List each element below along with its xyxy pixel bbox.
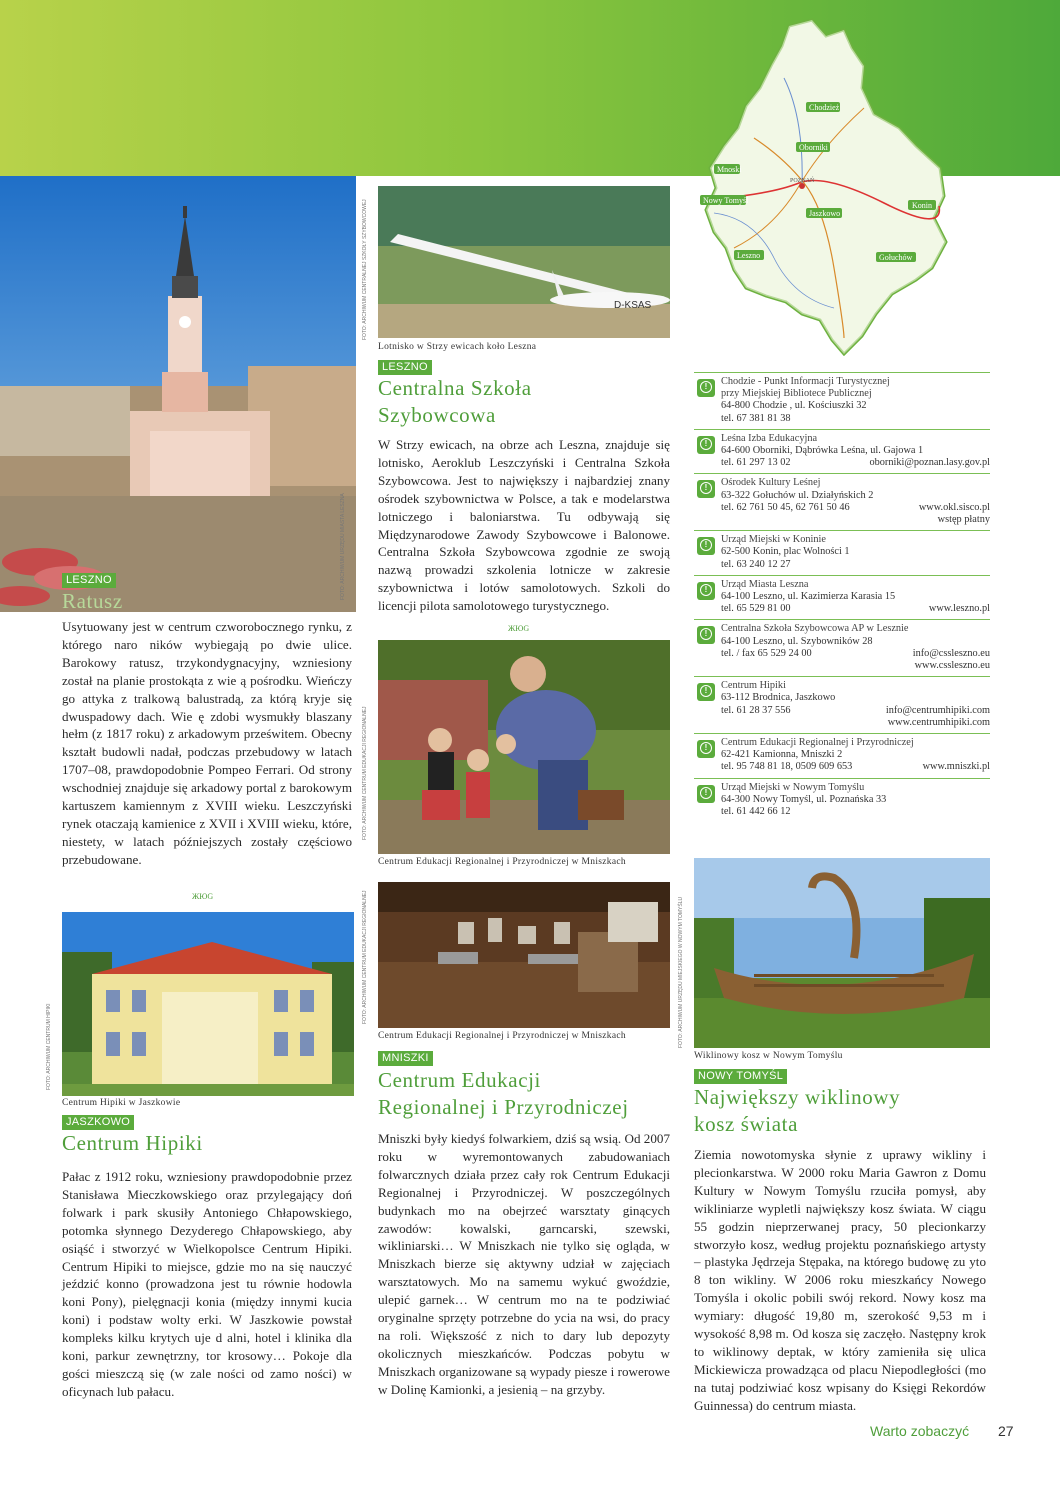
glider-photo-credit: FOTO: ARCHIWUM CENTRALNEJ SZKOŁY SZYBOWCOWEJ xyxy=(362,199,368,340)
contact-address: 63-322 Gołuchów ul. Działyńskich 2 xyxy=(721,489,874,501)
glider-title-line2: Szybowcowa xyxy=(378,403,496,427)
contact-line xyxy=(721,648,990,660)
contact-item xyxy=(694,575,990,620)
mniszki-workshop-credit: FOTO: ARCHIWUM CENTRUM EDUKACJI REGIONALNEJ xyxy=(362,890,368,1024)
map-label-konin: Konin xyxy=(912,201,932,210)
contact-website[interactable]: www.cssleszno.eu xyxy=(914,660,990,672)
contact-website[interactable]: www.okl.sisco.pl xyxy=(918,501,990,513)
region-map xyxy=(694,18,954,356)
contact-email[interactable]: info@centrumhipiki.com xyxy=(885,704,990,716)
contact-address: 62-421 Kamionna, Mniszki 2 xyxy=(721,749,843,761)
hipiki-tag: JASZKOWO xyxy=(62,1115,134,1130)
contact-website[interactable]: www.mniszki.pl xyxy=(922,761,990,773)
contact-phone: tel. 61 442 66 12 xyxy=(721,806,791,818)
contact-phone: tel. / fax 65 529 24 00 xyxy=(721,647,812,659)
hipiki-caption: Centrum Hipiki w Jaszkowie xyxy=(62,1098,181,1108)
contact-phone: tel. 67 381 81 38 xyxy=(721,412,791,424)
contact-phone: tel. 61 297 13 02 xyxy=(721,457,791,469)
mniszki-caption-2: Centrum Edukacji Regionalnej i Przyrodniczej w Mniszkach xyxy=(378,1031,626,1041)
page-number: 27 xyxy=(998,1423,1014,1439)
contact-item xyxy=(694,619,990,676)
hipiki-photo xyxy=(62,912,354,1096)
contact-address: 64-800 Chodzie , ul. Kościuszki 32 xyxy=(721,400,867,412)
contact-name: Centrum Hipiki xyxy=(721,680,786,692)
glider-tag: LESZNO xyxy=(378,360,432,375)
glider-ornament: ЖЮG xyxy=(508,624,530,633)
mniszki-caption-1: Centrum Edukacji Regionalnej i Przyrodniczej w Mniszkach xyxy=(378,857,626,867)
info-icon xyxy=(697,582,715,600)
kosz-title-line1: Największy wiklinowy xyxy=(694,1085,901,1109)
info-icon xyxy=(697,683,715,701)
kosz-title-line2: kosz świata xyxy=(694,1112,798,1136)
glider-caption: Lotnisko w Strzy ewicach koło Leszna xyxy=(378,342,537,352)
kosz-caption: Wiklinowy kosz w Nowym Tomyślu xyxy=(694,1051,843,1061)
contact-line xyxy=(721,413,990,425)
ratusz-title: Ratusz xyxy=(62,589,123,613)
contact-name: Centralna Szkoła Szybowcowa AP w Lesznie xyxy=(721,623,909,635)
info-icon xyxy=(697,480,715,498)
contact-phone: tel. 61 28 37 556 xyxy=(721,704,791,716)
contact-website[interactable]: www.leszno.pl xyxy=(928,603,990,615)
contact-phone: tel. 62 761 50 45, 62 761 50 46 xyxy=(721,501,850,513)
contact-note: wstęp płatny xyxy=(937,514,990,526)
info-icon xyxy=(697,626,715,644)
map-label-oborniki: Oborniki xyxy=(799,143,828,152)
contact-name: Leśna Izba Edukacyjna xyxy=(721,432,818,444)
contact-line xyxy=(721,806,990,818)
contact-name: Chodzie - Punkt Informacji Turystycznej xyxy=(721,376,890,387)
mniszki-text: Mniszki były kiedyś folwarkiem, dziś są wsią. Od 2007 roku w wyremontowanych zabudowaniach folwarcznych działa przez cały rok Centrum Edukacji Regionalnej i Przyrodniczej. W poszczególnych budynkach mo na obejrzeć warsztaty ginących zawodów: kowalski, garncarski, szewski, wikliniarski… W Mniszkach nie tylko się ogląda, w Mniszkach bierze się aktywny udział w zajęciach warsztatowych. Mo na samemu wykuć gwoździe, ulepić garnek… W centrum mo na te podziwiać oryginalne sprzęty potrzebne do ycia na wsi, do pracy na roli. Większość z nich to dary lub depozyty okolicznych mieszkańców. Podczas pobytu w Mniszkach organizowane są wypady piesze i rowerowe w Dolinę Kamionki, a jesienią – na grzyby. xyxy=(378,1131,670,1397)
contact-name: Urząd Miasta Leszna xyxy=(721,578,809,590)
contact-phone: tel. 63 240 12 27 xyxy=(721,558,791,570)
contact-phone: tel. 65 529 81 00 xyxy=(721,603,791,615)
contact-name: Urząd Miejski w Nowym Tomyślu xyxy=(721,781,865,793)
ratusz-photo xyxy=(0,176,356,612)
kosz-tag: NOWY TOMYŚL xyxy=(694,1069,787,1084)
contact-address: 64-100 Leszno, ul. Kazimierza Karasia 15 xyxy=(721,591,896,603)
contact-item xyxy=(694,733,990,778)
contact-website[interactable]: www.centrumhipiki.com xyxy=(887,716,990,728)
contact-address: 63-112 Brodnica, Jaszkowo xyxy=(721,692,836,704)
map-label-poznan: POZNAŃ xyxy=(790,178,815,184)
info-icon xyxy=(697,436,715,454)
contact-item xyxy=(694,473,990,530)
contact-email[interactable]: oborniki@poznan.lasy.gov.pl xyxy=(869,457,990,469)
info-icon xyxy=(697,785,715,803)
mniszki-craft-photo xyxy=(378,640,670,854)
contact-phone: tel. 95 748 81 18, 0509 609 653 xyxy=(721,761,853,773)
kosz-text: Ziemia nowotomyska słynie z uprawy wikliny i plecionkarstwa. W 2000 roku Maria Gawron z Domu Kultury w Nowym Tomyślu rzuciła pomysł, aby wikliniarze wypletli największy kosz świata. W ciągu 55 godzin nieprzerwanej pracy, 50 plecionkarzy stworzyło kosz, według projektu poznańskiego artysty – plastyka Jędrzeja Stępaka, na którego budowę zu yto 8 ton wikliny. W 2006 roku mieszkańcy Nowego Tomyśla i okolic pobili swój rekord. Nowy kosz ma wymiary: długość 19,80 m, szerokość 9,53 m i wysokość 8,98 m. Od kosza się zaczęło. Następny krok to wiklinowy deptak, w który zamieniła się ulica Mickiewicza prowadząca od placu Niepodległości (mo na tutaj podziwiać kosz wpisany do Księgi Rekordów Guinnessa) do centrum miasta. xyxy=(694,1147,986,1413)
info-icon xyxy=(697,740,715,758)
ratusz-text: Usytuowany jest w centrum czworobocznego rynku, z którego naro ników wybiegają po dwie ulice. Barokowy ratusz, trzykondygnacyjny, wzniesiony został na planie prostokąta z wie ą pośrodku. Wieńczy go attyka z tralkową balustradą, za którą kryje się dwuspadowy dach. Wie ę zdobi wysmukły blaszany hełm (z 1817 roku) z arkadowym prześwitem. Obecny kształt budowli nadał, podczas przebudowy w latach 1707–08, prawdopodobnie Pompeo Ferrari. Od strony wschodniej znajduje się arkadowy portal z barokowym kartuszem kamiennym z XVIII wieku. Leszczyński rynek otaczają kamienice z XVII i XVIII wieku, które, niestety, w latach późniejszych zostały częściowo przebudowane. xyxy=(62,619,352,867)
map-label-jaszkowo: Jaszkowo xyxy=(809,209,841,218)
contact-address: 64-100 Leszno, ul. Szybowników 28 xyxy=(721,635,873,647)
glider-title-line1: Centralna Szkoła xyxy=(378,376,532,400)
contact-name: Ośrodek Kultury Leśnej xyxy=(721,477,821,489)
contact-line xyxy=(721,502,990,514)
contact-item xyxy=(694,429,990,474)
contact-name: Centrum Edukacji Regionalnej i Przyrodniczej xyxy=(721,737,914,749)
contact-line xyxy=(721,559,990,571)
footer-section-title: Warto zobaczyć xyxy=(870,1423,970,1439)
contact-line xyxy=(721,761,990,773)
glider-registration: D-KSAS xyxy=(614,300,652,311)
mniszki-workshop-photo xyxy=(378,882,670,1028)
contact-item xyxy=(694,530,990,575)
mniszki-tag: MNISZKI xyxy=(378,1051,433,1066)
map-label-chodziez: Chodzież xyxy=(809,103,840,112)
kosz-photo-credit: FOTO: ARCHIWUM URZĘDU MIEJSKIEGO W NOWYM TOMYŚLU xyxy=(678,896,684,1048)
hipiki-title: Centrum Hipiki xyxy=(62,1131,203,1155)
map-label-goluchow: Gołuchów xyxy=(879,253,913,262)
contact-subtitle: przy Miejskiej Bibliotece Publicznej xyxy=(721,388,872,400)
kosz-photo xyxy=(694,858,990,1048)
info-icon xyxy=(697,537,715,555)
map-label-leszno: Leszno xyxy=(737,251,761,260)
glider-photo xyxy=(378,186,670,338)
contact-item xyxy=(694,778,990,823)
contact-list xyxy=(694,372,990,822)
ratusz-photo-credit: FOTO: ARCHIWUM URZĘDU MIASTA LESZNA xyxy=(340,493,346,600)
mniszki-craft-credit: FOTO: ARCHIWUM CENTRUM EDUKACJI REGIONALNEJ xyxy=(362,706,368,840)
glider-text: W Strzy ewicach, na obrze ach Leszna, znajduje się lotnisko, Aeroklub Leszczyński i Centralna Szkoła Szybowcowa. Jest to największy i najbardziej znany ośrodek szybownictwa w Polsce, a tak e modelarstwa lotniczego i baloniarstwa. Tu odbywają się Międzynarodowe Zawody Szybowcowe i Balonowe. Centralna Szkoła Szybowcowa zgodnie ze swoją nazwą prowadzi szkolenia lotnicze w zakresie szybownictwa i lotów samolotowych. Szkoli do licencji pilota samolotowego turystycznego. xyxy=(378,437,670,614)
contact-item xyxy=(694,676,990,733)
contact-item xyxy=(694,372,990,429)
hipiki-photo-credit: FOTO: ARCHIWUM CENTRUM HIPIKI xyxy=(46,1003,52,1090)
contact-name: Urząd Miejski w Koninie xyxy=(721,534,826,546)
contact-line xyxy=(721,603,990,615)
mniszki-title-line2: Regionalnej i Przyrodniczej xyxy=(378,1095,629,1119)
hipiki-text: Pałac z 1912 roku, wzniesiony prawdopodobnie przez Stanisława Mieczkowskiego oraz przylegający doń folwark i park skusiły Antoniego Chłapowskiego, potomka słynnego Dezyderego Chłapowskiego, aby osiąść i stworzyć w Wielkopolsce Centrum Hipiki. Centrum Hipiki to miejsce, gdzie mo na się nauczyć jeździć konno (prowadzona jest tu równie hodowla koni Pony), pielęgnacji konia (między innymi kucia koni) i podstaw wolty erki. W Jaszkowie powstał kompleks kilku krytych uje d alni, hotel i klinika dla koni, parkur zewnętrzny, tor krosowy… Pokoje dla gości mieszczą się (w zale ności od zamo ności) w oficynach lub pałacu. xyxy=(62,1169,352,1399)
contact-line xyxy=(721,457,990,469)
ratusz-tag: LESZNO xyxy=(62,573,116,588)
map-label-nowy-tomysl: Nowy Tomyśl xyxy=(703,196,749,205)
info-icon xyxy=(697,379,715,397)
contact-address: 64-600 Oborniki, Dąbrówka Leśna, ul. Gajowa 1 xyxy=(721,445,924,457)
contact-address: 62-500 Konin, plac Wolności 1 xyxy=(721,546,850,558)
contact-line xyxy=(721,705,990,717)
map-label-mnoski: Mnoski xyxy=(717,165,742,174)
contact-email[interactable]: info@cssleszno.eu xyxy=(912,647,990,659)
contact-address: 64-300 Nowy Tomyśl, ul. Poznańska 33 xyxy=(721,793,887,805)
mniszki-title-line1: Centrum Edukacji xyxy=(378,1068,541,1092)
ratusz-ornament: ЖЮG xyxy=(192,892,214,901)
